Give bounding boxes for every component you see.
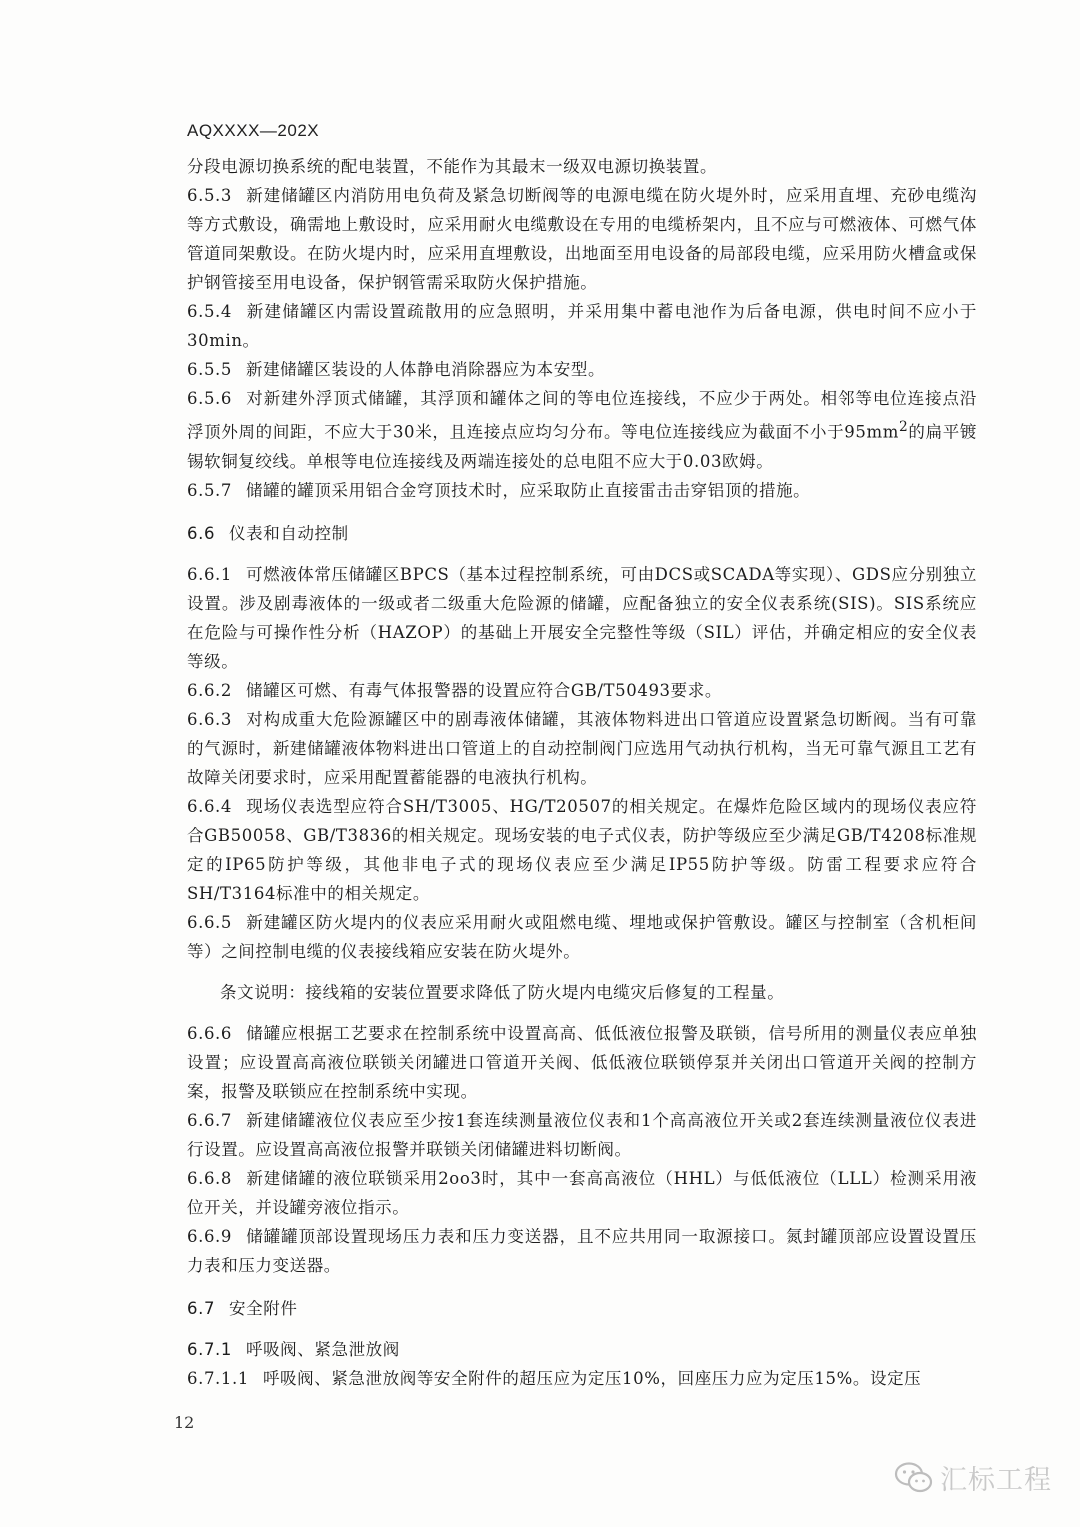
- clause-number: 6.6.1: [187, 564, 232, 584]
- document-body: [187, 152, 977, 1393]
- clause-number: 6.6.2: [187, 680, 232, 700]
- clause-text: 储罐区可燃、有毒气体报警器的设置应符合GB/T50493要求。: [245, 680, 722, 700]
- clause-number: 6.6.7: [187, 1110, 232, 1130]
- clause-6-6-6: [187, 1019, 977, 1106]
- clause-text: 新建储罐区装设的人体静电消除器应为本安型。: [245, 360, 606, 379]
- section-heading-6-6: [187, 519, 977, 548]
- clause-text: 新建罐区防火堤内的仪表应采用耐火或阻燃电缆、埋地或保护管敷设。罐区与控制室（含机柜间等）之间控制电缆的仪表接线箱应安装在防火堤外。: [187, 912, 977, 961]
- clause-text: 新建储罐区内消防用电负荷及紧急切断阀等的电源电缆在防火堤外时，应采用直埋、充砂电缆沟等方式敷设，确需地上敷设时，应采用耐火电缆敷设在专用的电缆桥架内，且不应与可燃液体、可燃气体管道同架敷设。在防火堤内时，应采用直埋敷设，出地面至用电设备的局部段电缆，应采用防火槽盒或保护钢管接至用电设备，保护钢管需采取防火保护措施。: [187, 186, 977, 292]
- clause-6-6-4: [187, 792, 977, 908]
- clause-text: 储罐应根据工艺要求在控制系统中设置高高、低低液位报警及联锁，信号所用的测量仪表应单独设置；应设置高高液位联锁关闭罐进口管道开关阀、低低液位联锁停泵并关闭出口管道开关阀的控制方案，报警及联锁应在控制系统中实现。: [187, 1023, 977, 1101]
- wechat-icon: [894, 1461, 934, 1495]
- subsection-title: 呼吸阀、紧急泄放阀: [245, 1339, 400, 1359]
- page-number: 12: [174, 1413, 195, 1432]
- clause-6-6-8: [187, 1164, 977, 1222]
- section-number: 6.7: [187, 1298, 216, 1318]
- clause-number: 6.5.6: [187, 389, 232, 408]
- subsection-number: 6.7.1: [187, 1339, 232, 1359]
- clause-6-6-2: [187, 676, 977, 705]
- watermark-text: 汇标工程: [940, 1465, 1052, 1496]
- clause-number: 6.5.5: [187, 360, 232, 379]
- section-title: 仪表和自动控制: [229, 523, 349, 543]
- watermark: [894, 1458, 1052, 1497]
- clause-text: 可燃液体常压储罐区BPCS（基本过程控制系统，可由DCS或SCADA等实现）、GDS应分别独立设置。涉及剧毒液体的一级或者二级重大危险源的储罐，应配备独立的安全仪表系统(SIS)。SIS系统应在危险与可操作性分析（HAZOP）的基础上开展安全完整性等级（SIL）评估，并确定相应的安全仪表等级。: [187, 564, 977, 671]
- clause-number: 6.6.4: [187, 796, 232, 816]
- clause-number: 6.6.9: [187, 1226, 232, 1246]
- clause-6-6-9: [187, 1222, 977, 1280]
- clause-number: 6.5.7: [187, 480, 232, 500]
- clause-number: 6.5.3: [187, 186, 232, 205]
- clause-text: 储罐的罐顶采用铝合金穹顶技术时，应采取防止直接雷击击穿铝顶的措施。: [245, 480, 811, 500]
- clause-number: 6.6.3: [187, 709, 232, 729]
- clause-number: 6.7.1.1: [187, 1368, 249, 1388]
- clause-explanation-note: 条文说明：接线箱的安装位置要求降低了防火堤内电缆灾后修复的工程量。: [220, 982, 785, 1002]
- section-title: 安全附件: [229, 1298, 298, 1318]
- clause-6-6-1: [187, 560, 977, 676]
- clause-6-6-7: [187, 1106, 977, 1164]
- intro-paragraph: 分段电源切换系统的配电装置，不能作为其最末一级双电源切换装置。: [187, 157, 718, 176]
- clause-6-5-3: [187, 181, 977, 297]
- clause-text: 新建储罐的液位联锁采用2oo3时，其中一套高高液位（HHL）与低低液位（LLL）检测采用液位开关，并设罐旁液位指示。: [187, 1168, 977, 1217]
- section-heading-6-7: [187, 1294, 977, 1323]
- clause-6-5-5: [187, 355, 977, 384]
- clause-text: 呼吸阀、紧急泄放阀等安全附件的超压应为定压10%，回座压力应为定压15%。设定压: [262, 1368, 922, 1388]
- section-number: 6.6: [187, 523, 216, 543]
- clause-text: 对新建外浮顶式储罐，其浮顶和罐体之间的等电位连接线，不应少于两处。相邻等电位连接点沿浮顶外周的间距，不应大于30米，且连接点应均匀分布。等电位连接线应为截面不小于95mm: [187, 389, 977, 442]
- clause-text: 新建储罐区内需设置疏散用的应急照明，并采用集中蓄电池作为后备电源，供电时间不应小于30min。: [187, 302, 977, 350]
- clause-text: 现场仪表选型应符合SH/T3005、HG/T20507的相关规定。在爆炸危险区域内的现场仪表应符合GB50058、GB/T3836的相关规定。现场安装的电子式仪表，防护等级应至少满足GB/T4208标准规定的IP65防护等级，其他非电子式的现场仪表应至少满足IP55防护等级。防雷工程要求应符合SH/T3164标准中的相关规定。: [187, 796, 977, 903]
- clause-6-6-3: [187, 705, 977, 792]
- clause-number: 6.6.8: [187, 1168, 232, 1188]
- superscript: 2: [898, 419, 909, 435]
- clause-text: 储罐罐顶部设置现场压力表和压力变送器，且不应共用同一取源接口。氮封罐顶部应设置设置压力表和压力变送器。: [187, 1226, 977, 1275]
- clause-6-7-1-1: [187, 1364, 977, 1393]
- clause-text-cont: 的扁平镀锡软铜复绞线。单根等电位连接线及两端连接处的总电阻不应大于0.03欧姆。: [187, 422, 977, 471]
- document-code: AQXXXX—202X: [187, 121, 320, 140]
- clause-text: 新建储罐液位仪表应至少按1套连续测量液位仪表和1个高高液位开关或2套连续测量液位仪表进行设置。应设置高高液位报警并联锁关闭储罐进料切断阀。: [187, 1110, 977, 1159]
- clause-number: 6.6.5: [187, 912, 232, 932]
- subsection-heading-6-7-1: [187, 1335, 977, 1364]
- clause-text: 对构成重大危险源罐区中的剧毒液体储罐，其液体物料进出口管道应设置紧急切断阀。当有可靠的气源时，新建储罐液体物料进出口管道上的自动控制阀门应选用气动执行机构，当无可靠气源且工艺有故障关闭要求时，应采用配置蓄能器的电液执行机构。: [187, 709, 977, 787]
- clause-number: 6.5.4: [187, 302, 232, 321]
- clause-6-5-4: [187, 297, 977, 355]
- clause-6-5-7: [187, 476, 977, 505]
- clause-6-6-5: [187, 908, 977, 966]
- clause-number: 6.6.6: [187, 1023, 232, 1043]
- clause-6-5-6: [187, 384, 977, 476]
